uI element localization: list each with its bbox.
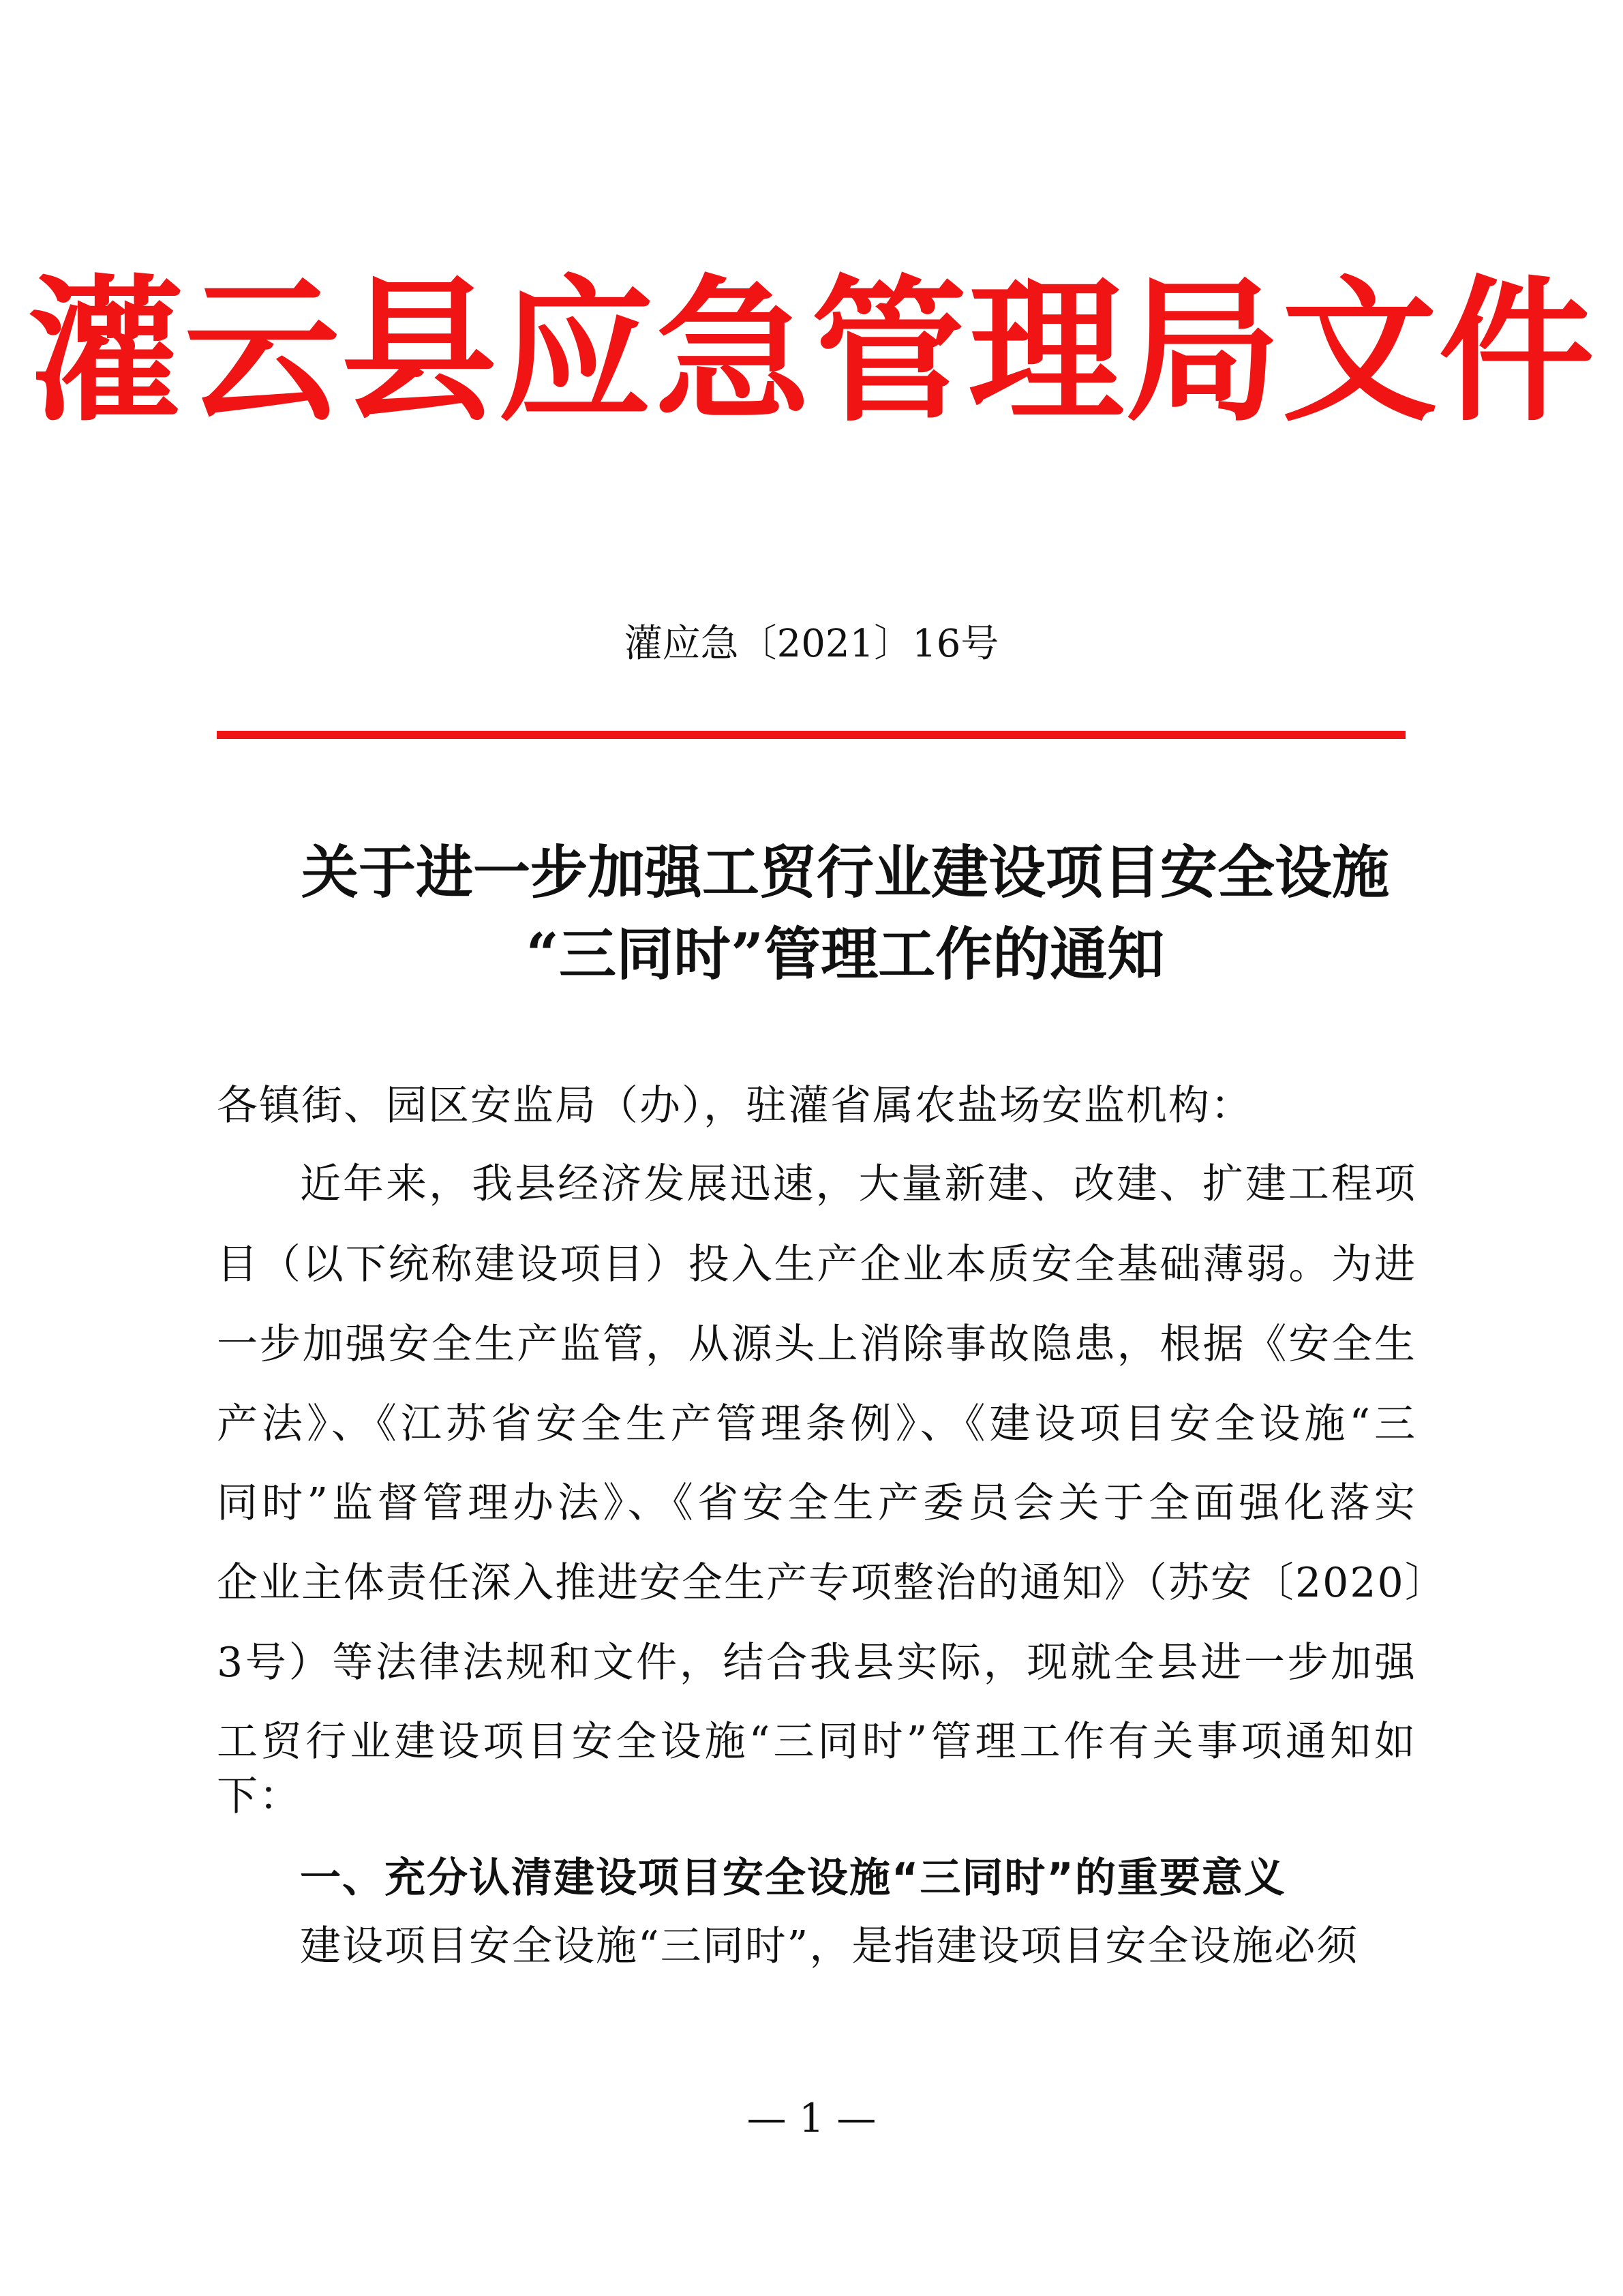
title-line-1: 关于进一步加强工贸行业建设项目安全设施: [301, 839, 1389, 906]
body-line: 企业主体责任深入推进安全生产专项整治的通知》（苏安〔2020〕: [217, 1559, 1447, 1607]
body-line: 工贸行业建设项目安全设施“三同时”管理工作有关事项通知如: [217, 1718, 1416, 1766]
salutation: 各镇街、园区安监局（办），驻灌省属农盐场安监机构：: [217, 1082, 1253, 1130]
body-line: 目（以下统称建设项目）投入生产企业本质安全基础薄弱。为进: [217, 1241, 1416, 1288]
title-line-2: “三同时”管理工作的通知: [526, 920, 1165, 988]
body-line: 下：: [217, 1772, 301, 1820]
body-line: 同时”监督管理办法》、《省安全生产委员会关于全面强化落实: [217, 1479, 1416, 1527]
page-number: — 1 —: [746, 2095, 877, 2141]
body-line: 产法》、《江苏省安全生产管理条例》、《建设项目安全设施“三: [217, 1400, 1416, 1448]
section-text: 建设项目安全设施“三同时”，是指建设项目安全设施必须: [300, 1922, 1359, 1970]
masthead: 灌云县应急管理局文件: [27, 260, 1596, 442]
body-line: 3号）等法律法规和文件，结合我县实际，现就全县进一步加强: [217, 1639, 1416, 1687]
body-line: 近年来，我县经济发展迅速，大量新建、改建、扩建工程项: [300, 1160, 1416, 1208]
body-line: 一步加强安全生产监管，从源头上消除事故隐患，根据《安全生: [217, 1320, 1416, 1368]
section-heading: 一、充分认清建设项目安全设施“三同时”的重要意义: [300, 1854, 1286, 1902]
document-number: 灌应急〔2021〕16号: [624, 622, 999, 666]
red-divider: [217, 731, 1406, 739]
